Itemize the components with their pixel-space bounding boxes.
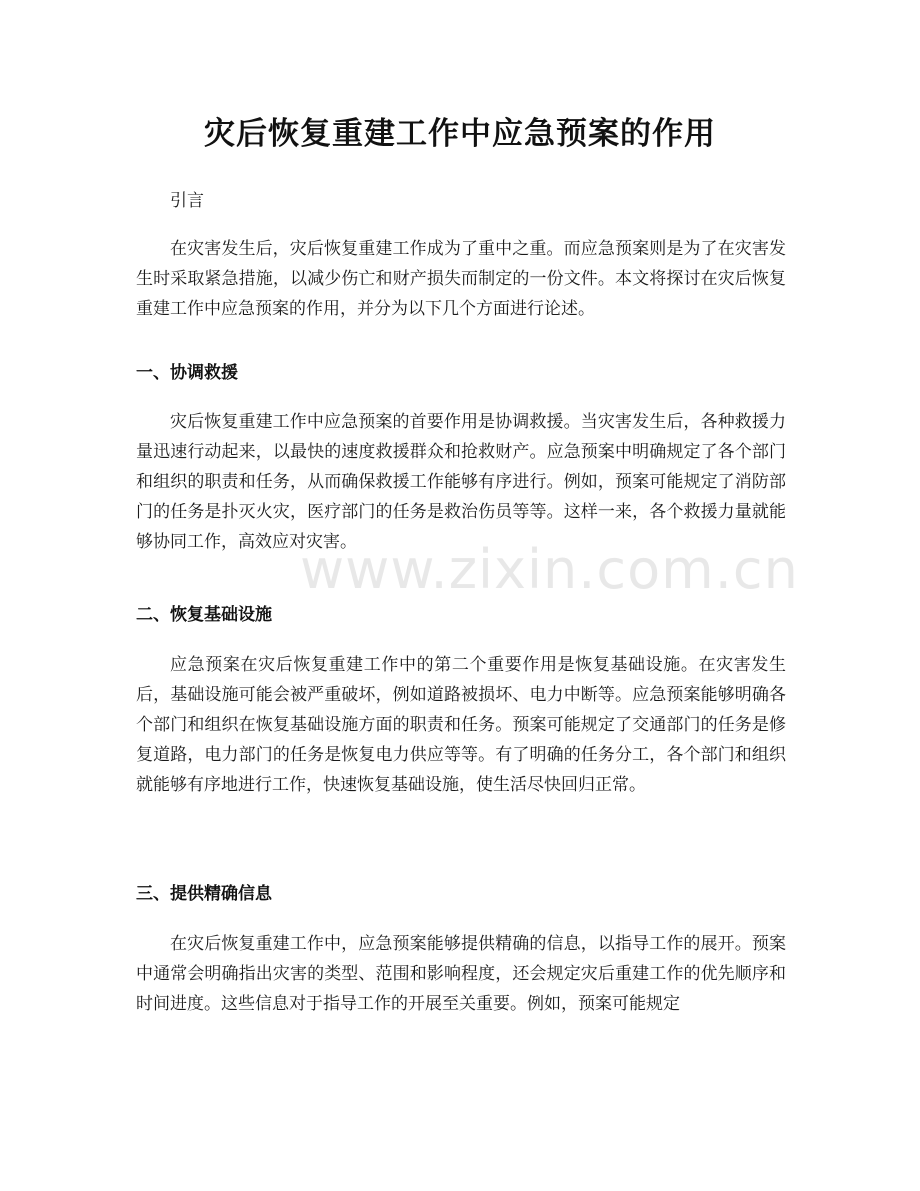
section-paragraph-3: 在灾后恢复重建工作中，应急预案能够提供精确的信息，以指导工作的展开。预案中通常会明确指出灾害的类型、范围和影响程度，还会规定灾后重建工作的优先顺序和时间进度。这些信息对于指导工作的开展至关重要。例如，预案可能规定 (136, 934, 786, 1014)
watermark: www.zixin.com.cn (300, 538, 799, 601)
section-heading-1: 一、协调救援 (136, 363, 238, 383)
section-heading-3: 三、提供精确信息 (136, 884, 272, 904)
document-title: 灾后恢复重建工作中应急预案的作用 (204, 116, 716, 152)
section-paragraph-2: 应急预案在灾后恢复重建工作中的第二个重要作用是恢复基础设施。在灾害发生后，基础设施可能会被严重破坏，例如道路被损坏、电力中断等。应急预案能够明确各个部门和组织在恢复基础设施方面的职责和任务。预案可能规定了交通部门的任务是修复道路，电力部门的任务是恢复电力供应等等。有了明确的任务分工，各个部门和组织就能够有序地进行工作，快速恢复基础设施，使生活尽快回归正常。 (136, 655, 786, 795)
intro-label: 引言 (170, 191, 204, 211)
section-heading-2: 二、恢复基础设施 (136, 605, 272, 625)
intro-paragraph: 在灾害发生后，灾后恢复重建工作成为了重中之重。而应急预案则是为了在灾害发生时采取紧急措施，以减少伤亡和财产损失而制定的一份文件。本文将探讨在灾后恢复重建工作中应急预案的作用，并分为以下几个方面进行论述。 (136, 239, 786, 319)
section-paragraph-1: 灾后恢复重建工作中应急预案的首要作用是协调救援。当灾害发生后，各种救援力量迅速行动起来，以最快的速度救援群众和抢救财产。应急预案中明确规定了各个部门和组织的职责和任务，从而确保救援工作能够有序进行。例如，预案可能规定了消防部门的任务是扑灭火灾，医疗部门的任务是救治伤员等等。这样一来，各个救援力量就能够协同工作，高效应对灾害。 (136, 412, 786, 552)
